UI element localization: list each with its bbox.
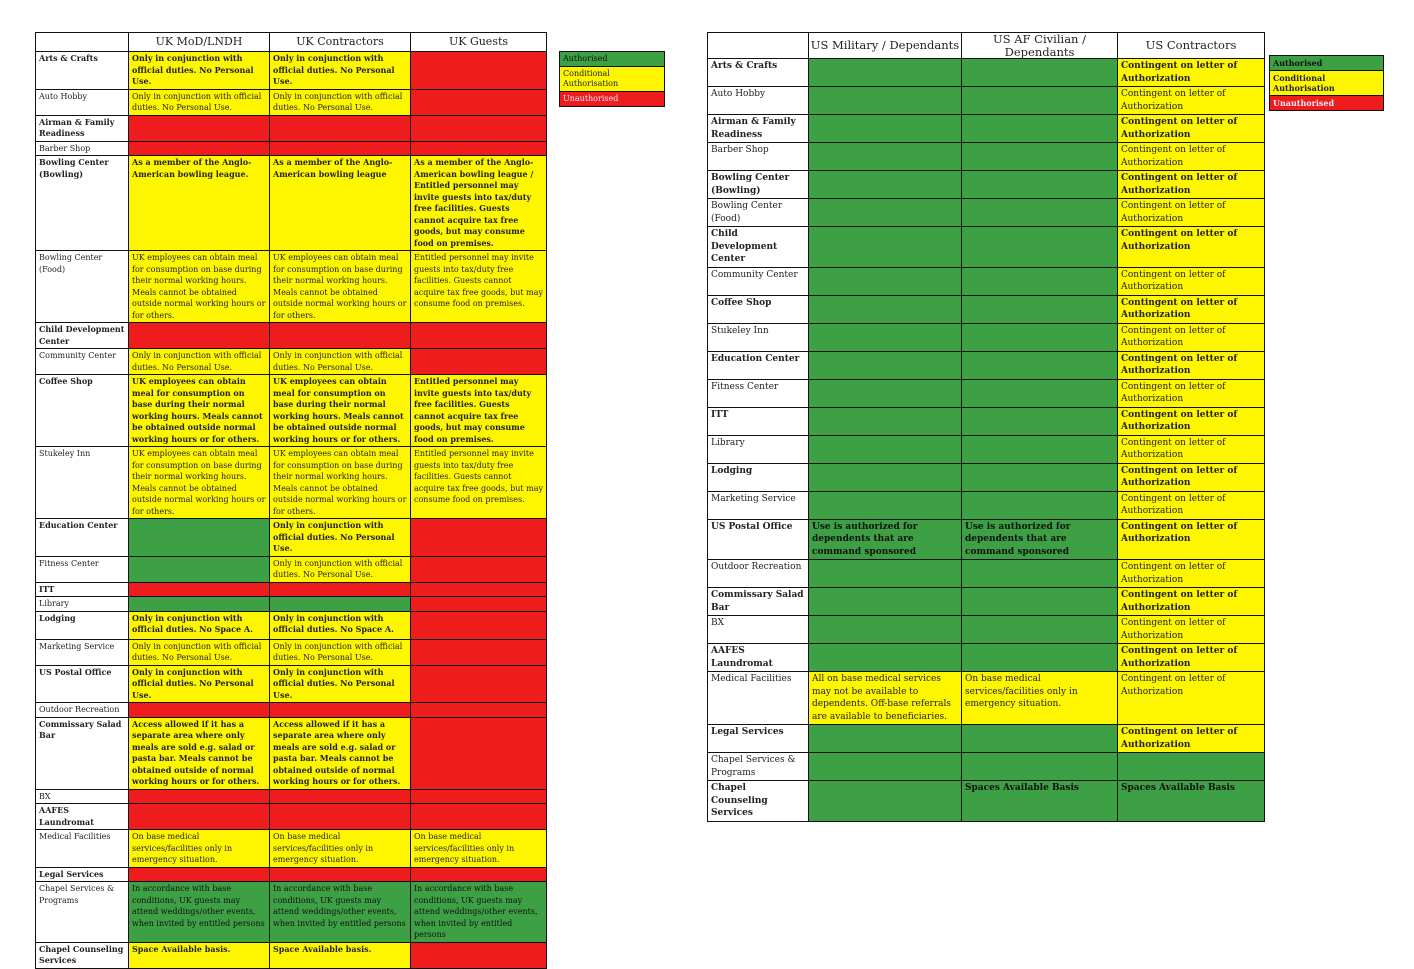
status-cell bbox=[809, 435, 962, 463]
legend-unauthorised: Unauthorised bbox=[1270, 96, 1384, 111]
us-access-table bbox=[707, 32, 1265, 822]
status-cell bbox=[962, 227, 1118, 268]
status-cell bbox=[962, 171, 1118, 199]
table-row bbox=[708, 672, 1265, 725]
status-cell bbox=[962, 87, 1118, 115]
table-row bbox=[708, 781, 1265, 822]
table-row bbox=[36, 717, 547, 789]
table-row bbox=[36, 597, 547, 612]
status-cell: Contingent on letter of Authorization bbox=[1118, 379, 1265, 407]
status-cell: Only in conjunction with official duties. No Personal Use. bbox=[129, 639, 270, 665]
table-row bbox=[36, 582, 547, 597]
status-cell bbox=[809, 143, 962, 171]
facility-label: BX bbox=[36, 789, 129, 804]
corner-cell bbox=[708, 33, 809, 59]
status-cell: Only in conjunction with official duties. No Personal Use. bbox=[129, 665, 270, 703]
table-row bbox=[708, 644, 1265, 672]
status-cell bbox=[411, 804, 547, 830]
table-row bbox=[36, 867, 547, 882]
status-cell bbox=[809, 171, 962, 199]
status-cell bbox=[411, 519, 547, 557]
facility-label: Bowling Center (Bowling) bbox=[36, 156, 129, 251]
status-cell: Contingent on letter of Authorization bbox=[1118, 59, 1265, 87]
status-cell bbox=[270, 115, 411, 141]
status-cell bbox=[809, 295, 962, 323]
col-header: US AF Civilian / Dependants bbox=[962, 33, 1118, 59]
table-row bbox=[36, 89, 547, 115]
status-cell bbox=[411, 115, 547, 141]
status-cell bbox=[270, 323, 411, 349]
facility-label: Legal Services bbox=[708, 725, 809, 753]
status-cell bbox=[962, 616, 1118, 644]
status-cell bbox=[411, 556, 547, 582]
status-cell: UK employees can obtain meal for consumption on base during their normal working hours. Meals cannot be obtained outside normal working hours or for others. bbox=[129, 251, 270, 323]
status-cell bbox=[809, 560, 962, 588]
legend-authorised: Authorised bbox=[560, 52, 665, 67]
status-cell bbox=[809, 407, 962, 435]
facility-label: US Postal Office bbox=[708, 519, 809, 560]
facility-label: AAFES Laundromat bbox=[708, 644, 809, 672]
facility-label: Auto Hobby bbox=[708, 87, 809, 115]
table-row bbox=[36, 447, 547, 519]
facility-label: Stukeley Inn bbox=[36, 447, 129, 519]
facility-label: Marketing Service bbox=[708, 491, 809, 519]
facility-label: Child Development Center bbox=[708, 227, 809, 268]
status-cell bbox=[411, 639, 547, 665]
status-cell bbox=[270, 141, 411, 156]
facility-label: Coffee Shop bbox=[36, 375, 129, 447]
status-cell: Spaces Available Basis bbox=[962, 781, 1118, 822]
status-cell bbox=[962, 323, 1118, 351]
status-cell bbox=[962, 753, 1118, 781]
status-cell: Space Available basis. bbox=[270, 942, 411, 968]
status-cell: Only in conjunction with official duties. No Personal Use. bbox=[270, 556, 411, 582]
status-cell bbox=[962, 725, 1118, 753]
status-cell: Contingent on letter of Authorization bbox=[1118, 644, 1265, 672]
status-cell bbox=[962, 435, 1118, 463]
legend bbox=[1269, 55, 1384, 111]
status-cell bbox=[411, 52, 547, 90]
status-cell bbox=[809, 351, 962, 379]
facility-label: Medical Facilities bbox=[708, 672, 809, 725]
facility-label: Outdoor Recreation bbox=[708, 560, 809, 588]
status-cell bbox=[809, 199, 962, 227]
table-row bbox=[708, 725, 1265, 753]
status-cell bbox=[129, 141, 270, 156]
status-cell bbox=[411, 665, 547, 703]
status-cell bbox=[809, 267, 962, 295]
table-row bbox=[36, 251, 547, 323]
status-cell bbox=[809, 491, 962, 519]
status-cell: Only in conjunction with official duties. No Space A. bbox=[270, 611, 411, 639]
status-cell bbox=[129, 556, 270, 582]
status-cell bbox=[129, 867, 270, 882]
status-cell: On base medical services/facilities only in emergency situation. bbox=[270, 830, 411, 868]
legend-conditional: Conditional Authorisation bbox=[1270, 71, 1384, 96]
status-cell bbox=[962, 379, 1118, 407]
status-cell bbox=[962, 588, 1118, 616]
status-cell bbox=[962, 491, 1118, 519]
status-cell bbox=[962, 143, 1118, 171]
facility-label: Library bbox=[36, 597, 129, 612]
status-cell: Only in conjunction with official duties. No Personal Use. bbox=[270, 89, 411, 115]
status-cell bbox=[411, 141, 547, 156]
status-cell: Contingent on letter of Authorization bbox=[1118, 672, 1265, 725]
status-cell: In accordance with base conditions, UK guests may attend weddings/other events, when invited by entitled persons bbox=[411, 882, 547, 943]
status-cell bbox=[129, 789, 270, 804]
status-cell bbox=[809, 59, 962, 87]
status-cell: Contingent on letter of Authorization bbox=[1118, 435, 1265, 463]
facility-label: Lodging bbox=[36, 611, 129, 639]
facility-label: Fitness Center bbox=[708, 379, 809, 407]
table-row bbox=[36, 703, 547, 718]
table-row bbox=[36, 52, 547, 90]
facility-label: Stukeley Inn bbox=[708, 323, 809, 351]
table-row bbox=[36, 942, 547, 968]
status-cell: On base medical services/facilities only in emergency situation. bbox=[411, 830, 547, 868]
status-cell bbox=[129, 323, 270, 349]
status-cell: Contingent on letter of Authorization bbox=[1118, 267, 1265, 295]
status-cell bbox=[809, 87, 962, 115]
table-row bbox=[36, 556, 547, 582]
facility-label: Bowling Center (Bowling) bbox=[708, 171, 809, 199]
status-cell bbox=[809, 725, 962, 753]
table-row bbox=[36, 830, 547, 868]
facility-label: Chapel Services & Programs bbox=[36, 882, 129, 943]
table-row bbox=[36, 789, 547, 804]
col-header: US Military / Dependants bbox=[809, 33, 962, 59]
status-cell bbox=[809, 463, 962, 491]
facility-label: Education Center bbox=[36, 519, 129, 557]
facility-label: US Postal Office bbox=[36, 665, 129, 703]
table-row bbox=[36, 141, 547, 156]
facility-label: Chapel Services & Programs bbox=[708, 753, 809, 781]
status-cell bbox=[962, 407, 1118, 435]
corner-cell bbox=[36, 33, 129, 52]
facility-label: Coffee Shop bbox=[708, 295, 809, 323]
status-cell: On base medical services/facilities only in emergency situation. bbox=[962, 672, 1118, 725]
status-cell: Only in conjunction with official duties. No Personal Use. bbox=[270, 52, 411, 90]
status-cell bbox=[411, 89, 547, 115]
status-cell: Only in conjunction with official duties. No Personal Use. bbox=[129, 89, 270, 115]
status-cell: Contingent on letter of Authorization bbox=[1118, 407, 1265, 435]
status-cell: Contingent on letter of Authorization bbox=[1118, 171, 1265, 199]
status-cell bbox=[809, 323, 962, 351]
legend-authorised: Authorised bbox=[1270, 56, 1384, 71]
legend-unauthorised: Unauthorised bbox=[560, 92, 665, 107]
facility-label: Commissary Salad Bar bbox=[36, 717, 129, 789]
status-cell bbox=[411, 717, 547, 789]
table-row bbox=[36, 115, 547, 141]
status-cell bbox=[962, 644, 1118, 672]
table-row bbox=[708, 463, 1265, 491]
table-row bbox=[708, 87, 1265, 115]
status-cell: On base medical services/facilities only in emergency situation. bbox=[129, 830, 270, 868]
status-cell: Entitled personnel may invite guests into tax/duty free facilities. Guests cannot acquire tax free goods, but may consume food on premises. bbox=[411, 375, 547, 447]
status-cell: Contingent on letter of Authorization bbox=[1118, 227, 1265, 268]
status-cell bbox=[129, 582, 270, 597]
facility-label: Commissary Salad Bar bbox=[708, 588, 809, 616]
status-cell bbox=[962, 267, 1118, 295]
facility-label: Barber Shop bbox=[708, 143, 809, 171]
facility-label: Library bbox=[708, 435, 809, 463]
table-row bbox=[36, 611, 547, 639]
status-cell: Only in conjunction with official duties. No Personal Use. bbox=[129, 349, 270, 375]
facility-label: Bowling Center (Food) bbox=[708, 199, 809, 227]
facility-label: Marketing Service bbox=[36, 639, 129, 665]
facility-label: Airman & Family Readiness bbox=[36, 115, 129, 141]
status-cell: Contingent on letter of Authorization bbox=[1118, 143, 1265, 171]
facility-label: AAFES Laundromat bbox=[36, 804, 129, 830]
status-cell: As a member of the Anglo-American bowling league bbox=[270, 156, 411, 251]
table-row bbox=[36, 639, 547, 665]
status-cell: Contingent on letter of Authorization bbox=[1118, 463, 1265, 491]
table-row bbox=[708, 351, 1265, 379]
status-cell: Use is authorized for dependents that are command sponsored bbox=[809, 519, 962, 560]
status-cell bbox=[962, 199, 1118, 227]
status-cell bbox=[809, 227, 962, 268]
status-cell bbox=[270, 597, 411, 612]
status-cell: In accordance with base conditions, UK guests may attend weddings/other events, when invited by entitled persons bbox=[129, 882, 270, 943]
legend bbox=[559, 51, 665, 107]
table-row bbox=[708, 267, 1265, 295]
status-cell bbox=[809, 115, 962, 143]
facility-label: Legal Services bbox=[36, 867, 129, 882]
status-cell: Only in conjunction with official duties. No Personal Use. bbox=[270, 639, 411, 665]
status-cell bbox=[411, 703, 547, 718]
facility-label: Lodging bbox=[708, 463, 809, 491]
status-cell: In accordance with base conditions, UK guests may attend weddings/other events, when invited by entitled persons bbox=[270, 882, 411, 943]
status-cell: Contingent on letter of Authorization bbox=[1118, 616, 1265, 644]
uk-access-table bbox=[35, 32, 547, 969]
table-row bbox=[708, 323, 1265, 351]
status-cell bbox=[809, 781, 962, 822]
facility-label: Bowling Center (Food) bbox=[36, 251, 129, 323]
status-cell: Only in conjunction with official duties. No Personal Use. bbox=[270, 349, 411, 375]
status-cell: Only in conjunction with official duties. No Personal Use. bbox=[270, 519, 411, 557]
status-cell bbox=[129, 519, 270, 557]
table-row bbox=[36, 323, 547, 349]
facility-label: Arts & Crafts bbox=[708, 59, 809, 87]
status-cell: As a member of the Anglo-American bowling league. bbox=[129, 156, 270, 251]
facility-label: Barber Shop bbox=[36, 141, 129, 156]
status-cell: Access allowed if it has a separate area where only meals are sold e.g. salad or pasta bar. Meals cannot be obtained outside of normal working hours or for others. bbox=[129, 717, 270, 789]
status-cell: Access allowed if it has a separate area where only meals are sold e.g. salad or pasta bar. Meals cannot be obtained outside of normal working hours or for others. bbox=[270, 717, 411, 789]
status-cell bbox=[411, 349, 547, 375]
status-cell bbox=[962, 115, 1118, 143]
facility-label: Chapel Counseling Services bbox=[36, 942, 129, 968]
table-row bbox=[36, 519, 547, 557]
table-row bbox=[708, 295, 1265, 323]
legend-conditional: Conditional Authorisation bbox=[560, 67, 665, 92]
status-cell bbox=[270, 703, 411, 718]
status-cell: UK employees can obtain meal for consumption on base during their normal working hours. Meals cannot be obtained outside normal working hours or for others. bbox=[270, 251, 411, 323]
status-cell bbox=[809, 379, 962, 407]
facility-label: Community Center bbox=[708, 267, 809, 295]
facility-label: Auto Hobby bbox=[36, 89, 129, 115]
status-cell bbox=[411, 789, 547, 804]
facility-label: ITT bbox=[708, 407, 809, 435]
status-cell bbox=[962, 295, 1118, 323]
status-cell bbox=[411, 597, 547, 612]
table-row bbox=[708, 588, 1265, 616]
table-row bbox=[708, 753, 1265, 781]
table-row bbox=[708, 407, 1265, 435]
status-cell: Spaces Available Basis bbox=[1118, 781, 1265, 822]
status-cell bbox=[411, 323, 547, 349]
table-row bbox=[36, 804, 547, 830]
status-cell: Contingent on letter of Authorization bbox=[1118, 351, 1265, 379]
status-cell bbox=[962, 560, 1118, 588]
status-cell bbox=[411, 942, 547, 968]
status-cell: Contingent on letter of Authorization bbox=[1118, 323, 1265, 351]
status-cell: Contingent on letter of Authorization bbox=[1118, 725, 1265, 753]
facility-label: Chapel Counseling Services bbox=[708, 781, 809, 822]
status-cell bbox=[270, 867, 411, 882]
status-cell bbox=[129, 597, 270, 612]
status-cell: Contingent on letter of Authorization bbox=[1118, 87, 1265, 115]
status-cell: Only in conjunction with official duties. No Space A. bbox=[129, 611, 270, 639]
status-cell: UK employees can obtain meal for consumption on base during their normal working hours. Meals cannot be obtained outside normal working hours or for others. bbox=[270, 375, 411, 447]
status-cell: All on base medical services may not be available to dependents. Off-base referrals are available to beneficiaries. bbox=[809, 672, 962, 725]
table-row bbox=[36, 375, 547, 447]
facility-label: Medical Facilities bbox=[36, 830, 129, 868]
col-header: UK Guests bbox=[411, 33, 547, 52]
table-row bbox=[708, 199, 1265, 227]
status-cell bbox=[129, 115, 270, 141]
status-cell: UK employees can obtain meal for consumption on base during their normal working hours. Meals cannot be obtained outside normal working hours or for others. bbox=[129, 447, 270, 519]
table-row bbox=[708, 560, 1265, 588]
status-cell bbox=[809, 588, 962, 616]
status-cell bbox=[270, 582, 411, 597]
status-cell bbox=[411, 611, 547, 639]
status-cell bbox=[962, 351, 1118, 379]
col-header: US Contractors bbox=[1118, 33, 1265, 59]
table-row bbox=[708, 379, 1265, 407]
table-row bbox=[708, 616, 1265, 644]
col-header: UK Contractors bbox=[270, 33, 411, 52]
status-cell bbox=[962, 59, 1118, 87]
status-cell bbox=[809, 644, 962, 672]
status-cell: Use is authorized for dependents that are command sponsored bbox=[962, 519, 1118, 560]
facility-label: Arts & Crafts bbox=[36, 52, 129, 90]
status-cell: Contingent on letter of Authorization bbox=[1118, 115, 1265, 143]
status-cell bbox=[129, 703, 270, 718]
facility-label: Education Center bbox=[708, 351, 809, 379]
status-cell: Space Available basis. bbox=[129, 942, 270, 968]
table-row bbox=[708, 491, 1265, 519]
status-cell: UK employees can obtain meal for consumption on base during their normal working hours. Meals cannot be obtained outside normal working hours or for others. bbox=[129, 375, 270, 447]
facility-label: Outdoor Recreation bbox=[36, 703, 129, 718]
status-cell: Contingent on letter of Authorization bbox=[1118, 199, 1265, 227]
facility-label: BX bbox=[708, 616, 809, 644]
status-cell: Contingent on letter of Authorization bbox=[1118, 295, 1265, 323]
status-cell: As a member of the Anglo-American bowling league / Entitled personnel may invite guests into tax/duty free facilities. Guests cannot acquire tax free goods, but may consume food on premises. bbox=[411, 156, 547, 251]
table-row bbox=[36, 156, 547, 251]
table-row bbox=[708, 59, 1265, 87]
facility-label: Community Center bbox=[36, 349, 129, 375]
status-cell bbox=[809, 753, 962, 781]
table-row bbox=[708, 519, 1265, 560]
status-cell: Contingent on letter of Authorization bbox=[1118, 588, 1265, 616]
table-row bbox=[708, 171, 1265, 199]
facility-label: Fitness Center bbox=[36, 556, 129, 582]
status-cell: Entitled personnel may invite guests into tax/duty free facilities. Guests cannot acquire tax free goods, but may consume food on premises. bbox=[411, 447, 547, 519]
table-row bbox=[36, 349, 547, 375]
status-cell: Only in conjunction with official duties. No Personal Use. bbox=[270, 665, 411, 703]
status-cell bbox=[270, 789, 411, 804]
status-cell: Contingent on letter of Authorization bbox=[1118, 491, 1265, 519]
status-cell bbox=[809, 616, 962, 644]
table-row bbox=[708, 115, 1265, 143]
status-cell: Contingent on letter of Authorization bbox=[1118, 560, 1265, 588]
facility-label: ITT bbox=[36, 582, 129, 597]
status-cell bbox=[411, 867, 547, 882]
status-cell bbox=[1118, 753, 1265, 781]
status-cell: Contingent on letter of Authorization bbox=[1118, 519, 1265, 560]
facility-label: Child Development Center bbox=[36, 323, 129, 349]
facility-label: Airman & Family Readiness bbox=[708, 115, 809, 143]
col-header: UK MoD/LNDH bbox=[129, 33, 270, 52]
table-row bbox=[36, 665, 547, 703]
status-cell: Only in conjunction with official duties. No Personal Use. bbox=[129, 52, 270, 90]
status-cell: UK employees can obtain meal for consumption on base during their normal working hours. Meals cannot be obtained outside normal working hours or for others. bbox=[270, 447, 411, 519]
status-cell bbox=[129, 804, 270, 830]
status-cell bbox=[962, 463, 1118, 491]
table-row bbox=[708, 227, 1265, 268]
table-row bbox=[36, 882, 547, 943]
status-cell: Entitled personnel may invite guests into tax/duty free facilities. Guests cannot acquire tax free goods, but may consume food on premises. bbox=[411, 251, 547, 323]
table-row bbox=[708, 143, 1265, 171]
status-cell bbox=[411, 582, 547, 597]
status-cell bbox=[270, 804, 411, 830]
table-row bbox=[708, 435, 1265, 463]
